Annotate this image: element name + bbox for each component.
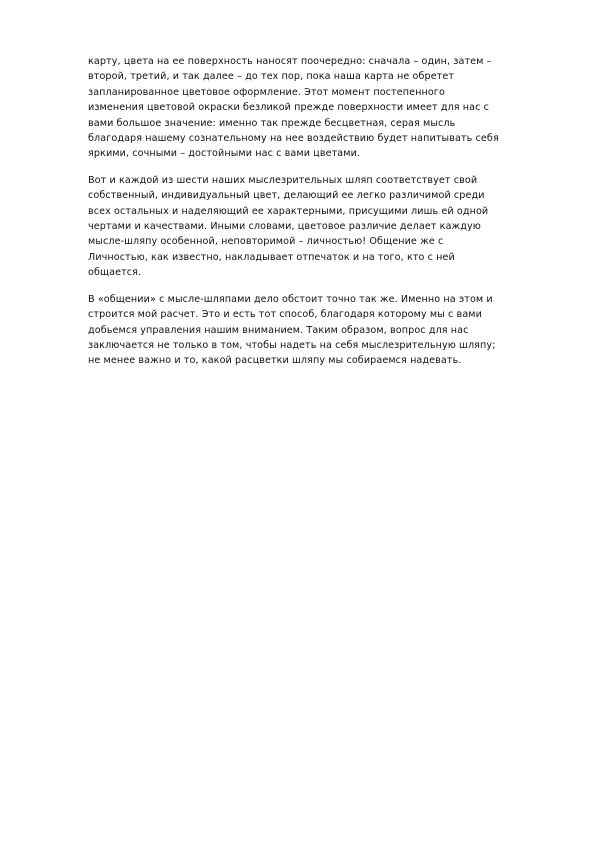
text-line: карту, цвета на ее поверхность наносят поочередно: сначала – один, затем –: [88, 56, 492, 67]
text-line: благодаря нашему сознательному на нее воздействию будет напитывать себя: [88, 133, 499, 145]
text-line: общается.: [88, 267, 142, 279]
paragraph-1: [88, 54, 550, 162]
text-line: добьемся управления нашим вниманием. Таким образом, вопрос для нас: [88, 324, 469, 336]
text-line: В «общении» с мысле-шляпами дело обстоит точно так же. Именно на этом и: [88, 293, 493, 305]
text-line: вами большое значение: именно так прежде бесцветная, серая мысль: [88, 117, 456, 129]
text-line: Вот и каждой из шести наших мыслезрительных шляп соответствует свой: [88, 174, 478, 186]
text-line: строится мой расчет. Это и есть тот способ, благодаря которому мы с вами: [88, 309, 482, 321]
text-line: запланированное цветовое оформление. Этот момент постепенного: [88, 86, 445, 98]
text-line: не менее важно и то, какой расцветки шляпу мы собираемся надевать.: [88, 355, 462, 367]
paragraph-3: [88, 292, 550, 369]
text-line: второй, третий, и так далее – до тех пор, пока наша карта не обретет: [88, 71, 455, 83]
text-line: заключается не только в том, чтобы надеть на себя мыслезрительную шляпу;: [88, 339, 496, 351]
document-body: [88, 54, 550, 380]
text-line: всех остальных и наделяющий ее характерными, присущими лишь ей одной: [88, 205, 489, 217]
text-line: чертами и качествами. Иными словами, цветовое различие делает каждую: [88, 221, 481, 233]
paragraph-2: [88, 173, 550, 281]
text-line: мысле-шляпу особенной, неповторимой – личностью! Общение же с: [88, 236, 444, 248]
text-line: собственный, индивидуальный цвет, делающий ее легко различимой среди: [88, 190, 485, 202]
text-line: Личностью, как известно, накладывает отпечаток и на того, кто с ней: [88, 251, 455, 263]
text-line: изменения цветовой окраски безликой прежде поверхности имеет для нас с: [88, 102, 490, 114]
text-line: яркими, сочными – достойными нас с вами цветами.: [88, 148, 361, 160]
